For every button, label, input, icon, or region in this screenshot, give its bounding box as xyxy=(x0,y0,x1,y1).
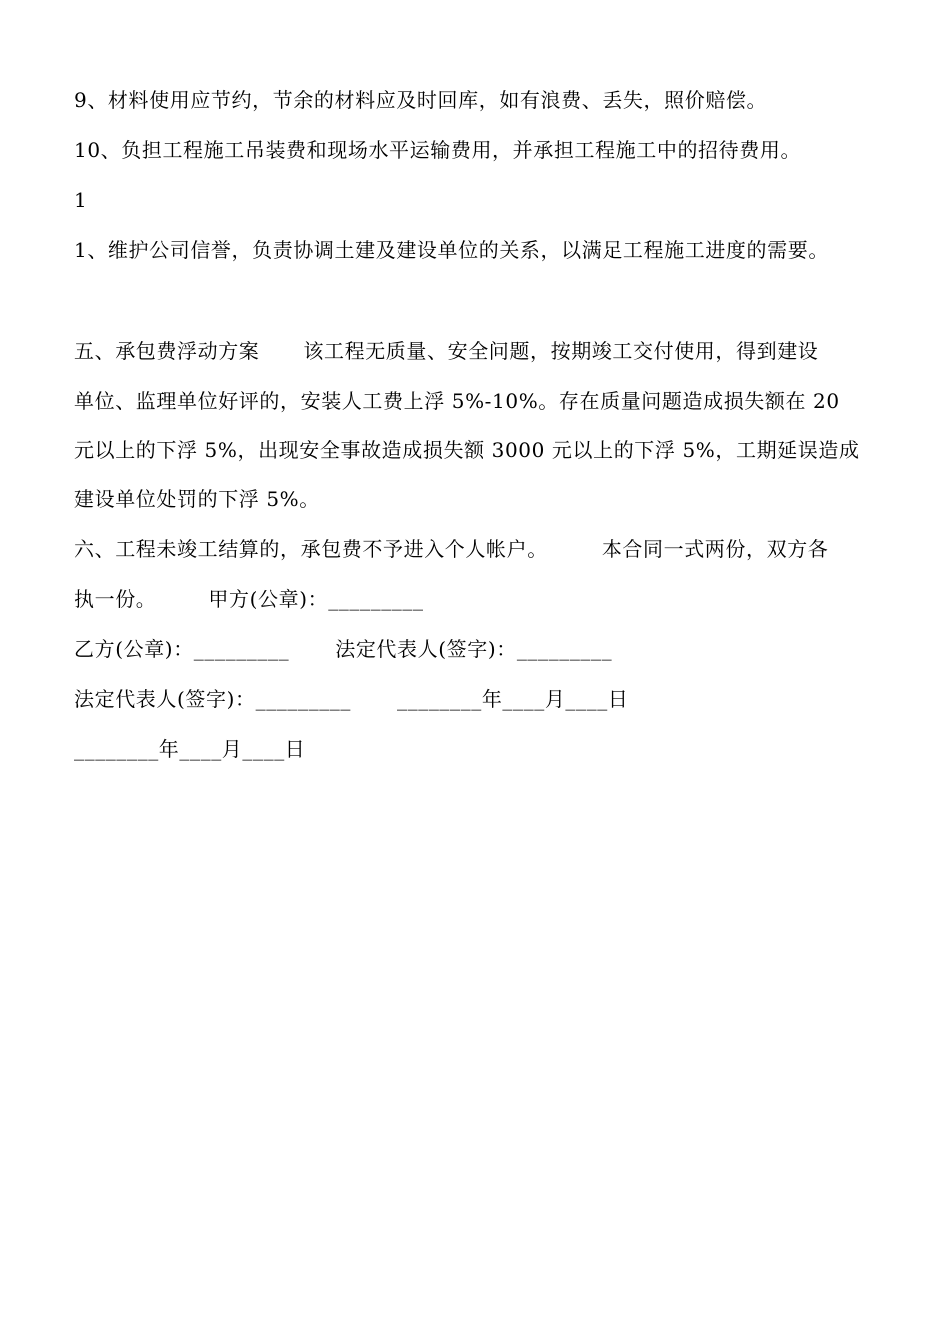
party-a-seal-field: 甲方(公章)：_________ xyxy=(208,587,424,611)
section-5-text-1: 该工程无质量、安全问题，按期竣工交付使用，得到建设 xyxy=(303,339,819,363)
contract-copies-text-2: 执一份。 xyxy=(74,587,157,611)
section-5-text-4: 建设单位处罚的下浮 5%。 xyxy=(74,487,320,511)
date-field-b: ________年____月____日 xyxy=(74,737,306,761)
legal-rep-b-line xyxy=(74,687,628,711)
clause-10: 10、负担工程施工吊装费和现场水平运输费用，并承担工程施工中的招待费用。 xyxy=(74,138,802,162)
party-a-line xyxy=(74,587,424,611)
section-5-first-line xyxy=(74,339,818,363)
legal-rep-b-signature-field: 法定代表人(签字)：_________ xyxy=(74,687,352,711)
party-b-line xyxy=(74,637,612,661)
section-6-text: 六、工程未竣工结算的，承包费不予进入个人帐户。 xyxy=(74,537,548,561)
section-6-line xyxy=(74,537,828,561)
clause-11: 1、维护公司信誉，负责协调土建及建设单位的关系，以满足工程施工进度的需要。 xyxy=(74,238,829,262)
clause-1-prefix: 1 xyxy=(74,188,88,212)
legal-rep-a-signature-field: 法定代表人(签字)：_________ xyxy=(335,637,613,661)
section-5-text-2: 单位、监理单位好评的，安装人工费上浮 5%-10%。存在质量问题造成损失额在 20 xyxy=(74,389,840,413)
contract-copies-text-1: 本合同一式两份，双方各 xyxy=(601,537,829,561)
clause-9: 9、材料使用应节约，节余的材料应及时回库，如有浪费、丢失，照价赔偿。 xyxy=(74,88,768,112)
party-b-seal-field: 乙方(公章)：_________ xyxy=(74,637,290,661)
section-5-text-3: 元以上的下浮 5%，出现安全事故造成损失额 3000 元以上的下浮 5%，工期延误造成 xyxy=(74,438,860,462)
section-5-heading: 五、承包费浮动方案 xyxy=(74,339,260,363)
date-field-a: ________年____月____日 xyxy=(397,687,629,711)
